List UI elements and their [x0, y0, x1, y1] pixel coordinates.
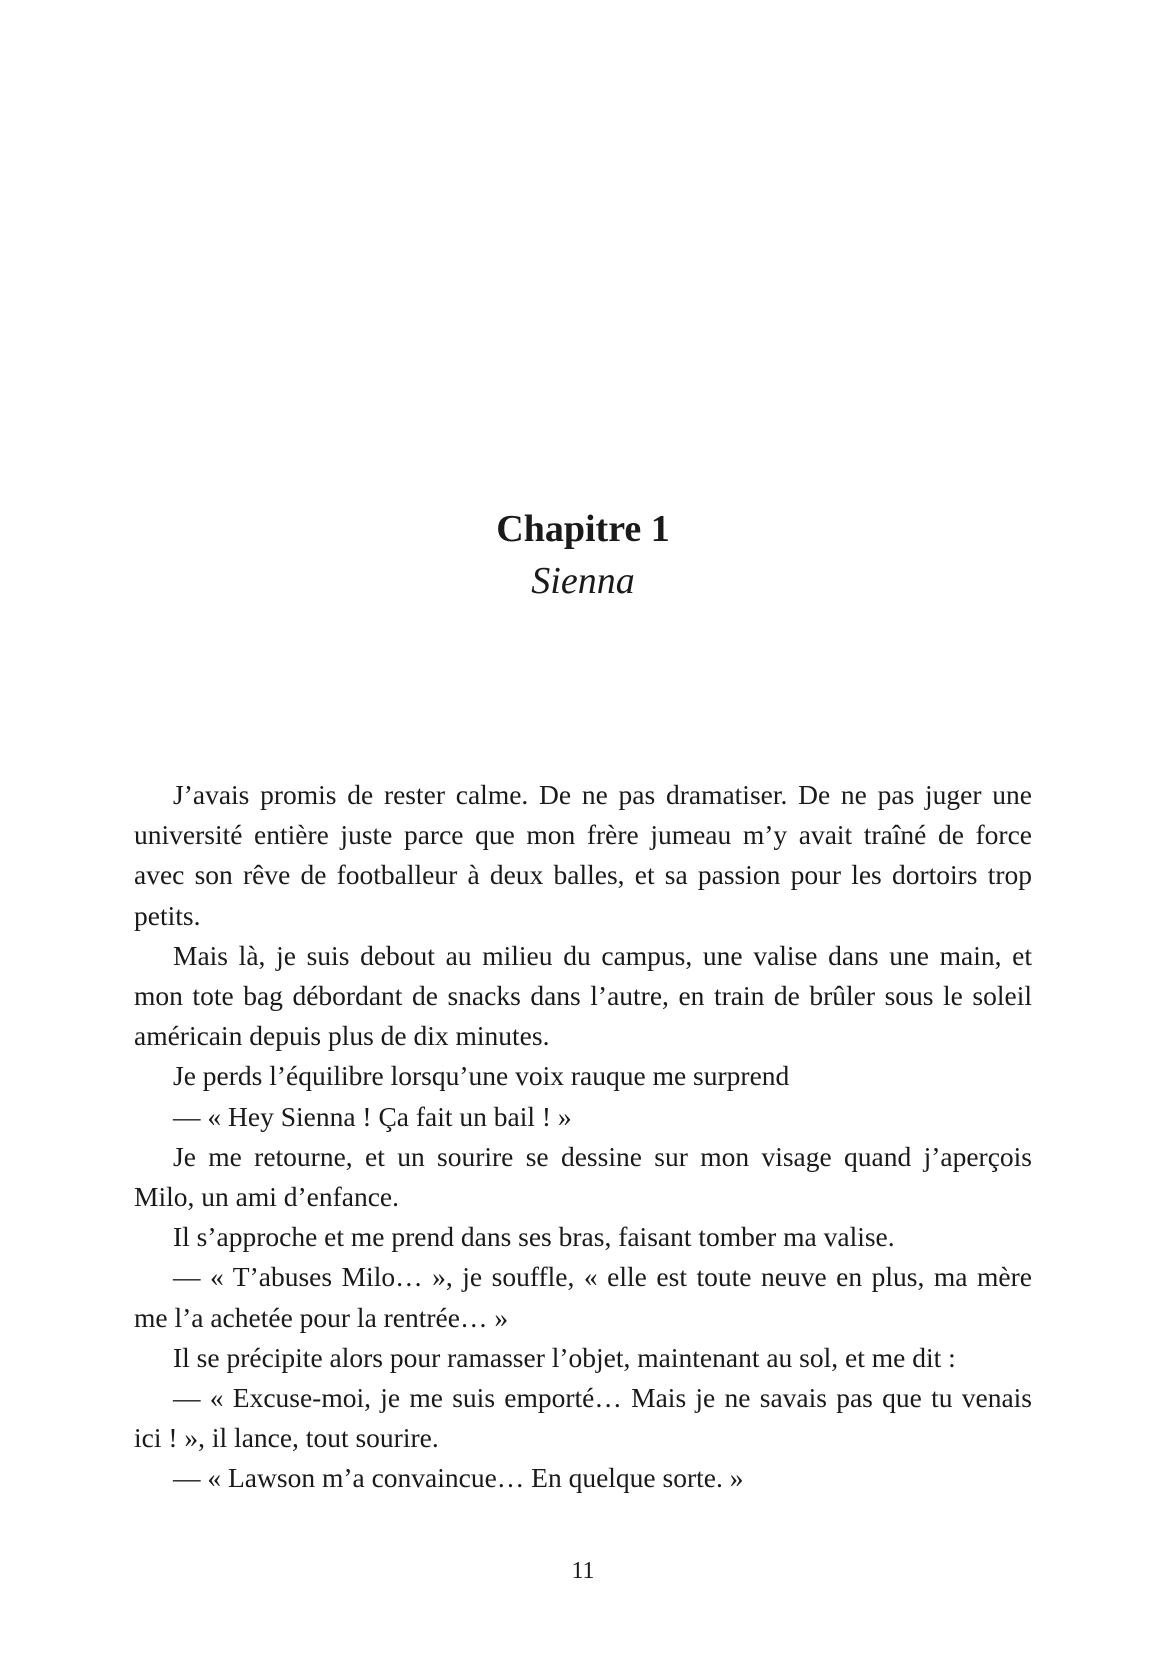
chapter-subtitle: Sienna: [531, 560, 635, 602]
chapter-title: Chapitre 1: [496, 508, 670, 550]
paragraph: — « Excuse-moi, je me suis emporté… Mais je ne savais pas que tu venais ici ! », il lance, tout sourire.: [134, 1382, 1032, 1454]
paragraph: Mais là, je suis debout au milieu du campus, une valise dans une main, et mon tote bag débordant de snacks dans l’autre, en train de brûler sous le soleil américain depuis plus de dix minutes.: [134, 939, 1032, 1052]
paragraph: Il s’approche et me prend dans ses bras, faisant tomber ma valise.: [173, 1221, 895, 1253]
paragraph: J’avais promis de rester calme. De ne pas dramatiser. De ne pas juger une université entière juste parce que mon frère jumeau m’y avait traîné de force avec son rêve de footballeur à deux balles, et sa passion pour les dortoirs trop petits.: [134, 779, 1032, 931]
paragraph: Il se précipite alors pour ramasser l’objet, maintenant au sol, et me dit :: [173, 1341, 956, 1373]
paragraph: Je perds l’équilibre lorsqu’une voix rauque me surprend: [173, 1060, 790, 1092]
chapter-header: [0, 505, 1166, 605]
chapter-body: [134, 775, 1032, 1499]
paragraph: — « T’abuses Milo… », je souffle, « elle est toute neuve en plus, ma mère me l’a achetée pour la rentrée… »: [134, 1261, 1032, 1333]
page-number: 11: [571, 1558, 595, 1584]
paragraph: Je me retourne, et un sourire se dessine sur mon visage quand j’aperçois Milo, un ami d’enfance.: [134, 1140, 1032, 1213]
paragraph: — « Lawson m’a convaincue… En quelque sorte. »: [173, 1462, 744, 1494]
paragraph: — « Hey Sienna ! Ça fait un bail ! »: [173, 1100, 572, 1132]
